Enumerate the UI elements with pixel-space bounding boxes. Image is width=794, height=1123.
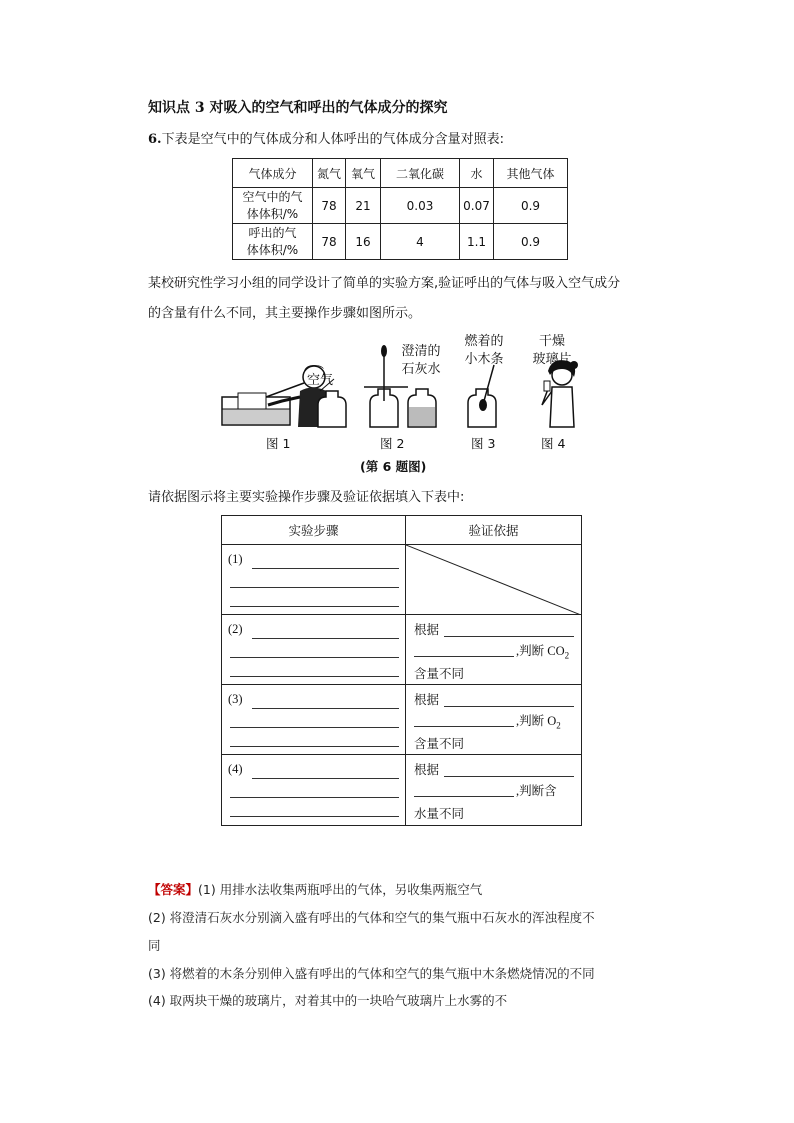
figure-caption: 图 2: [380, 436, 405, 451]
section-heading: 知识点 3 对吸入的空气和呼出的气体成分的探究: [148, 100, 448, 116]
table-row: (1): [222, 545, 582, 615]
table-cell: 78: [313, 188, 346, 224]
answer-line: 【答案】(1) 用排水法收集两瓶呼出的气体，另收集两瓶空气: [148, 882, 483, 897]
table-header: 水: [460, 159, 494, 188]
table-row: 空气中的气 体体积/% 78 21 0.03 0.07 0.9: [233, 188, 568, 224]
table-header: 实验步骤: [222, 516, 406, 545]
table-cell: 16: [346, 224, 381, 260]
table-header: 其他气体: [494, 159, 568, 188]
table-header: 氮气: [313, 159, 346, 188]
figure-caption: 图 1: [266, 436, 291, 451]
answer-line: (3) 将燃着的木条分别伸入盛有呼出的气体和空气的集气瓶中木条燃烧情况的不同: [148, 966, 595, 981]
table-cell: 0.9: [494, 224, 568, 260]
answer-line: 同: [148, 938, 161, 953]
gas-composition-table: [232, 158, 568, 260]
table-header: 氧气: [346, 159, 381, 188]
figure-title: (第 6 题图): [360, 459, 427, 474]
table-cell: 21: [346, 188, 381, 224]
burning-stick-label: 燃着的 小木条: [464, 334, 504, 367]
table-cell: 0.07: [460, 188, 494, 224]
paragraph-line: 的含量有什么不同，其主要操作步骤如图所示。: [148, 306, 422, 321]
table-row: 呼出的气 体体积/% 78 16 4 1.1 0.9: [233, 224, 568, 260]
paragraph-line: 某校研究性学习小组的同学设计了简单的实验方案,验证呼出的气体与吸入空气成分: [148, 276, 621, 291]
question-text: 6.下表是空气中的气体成分和人体呼出的气体成分含量对照表:: [148, 132, 504, 147]
table-header: 验证依据: [406, 516, 582, 545]
figure-caption: 图 3: [471, 436, 496, 451]
table-cell: 78: [313, 224, 346, 260]
answer-line: (2) 将澄清石灰水分别滴入盛有呼出的气体和空气的集气瓶中石灰水的浑浊程度不: [148, 910, 595, 925]
table-row: (4) 根据 ,判断含 水量不同: [222, 755, 582, 826]
paragraph-line: 请依据图示将主要实验操作步骤及验证依据填入下表中:: [148, 490, 465, 505]
table-row: (2) 根据 ,判断 $CO_2$ 含量不同: [222, 615, 582, 685]
table-cell: 0.9: [494, 188, 568, 224]
diagonal-slash: [406, 545, 581, 615]
limewater-label: 澄清的 石灰水: [401, 344, 441, 377]
dry-glass-label: 干燥 玻璃片: [532, 334, 572, 367]
table-cell: 1.1: [460, 224, 494, 260]
figure-caption: 图 4: [541, 436, 566, 451]
table-cell: 0.03: [381, 188, 460, 224]
answer-line: (4) 取两块干燥的玻璃片，对着其中的一块哈气玻璃片上水雾的不: [148, 993, 508, 1008]
table-row: (3) 根据 ,判断 $O_2$ 含量不同: [222, 685, 582, 755]
steps-table: [221, 515, 582, 826]
table-cell: 4: [381, 224, 460, 260]
table-header: 气体成分: [233, 159, 313, 188]
table-header: 二氧化碳: [381, 159, 460, 188]
air-label: 空气: [307, 373, 334, 388]
